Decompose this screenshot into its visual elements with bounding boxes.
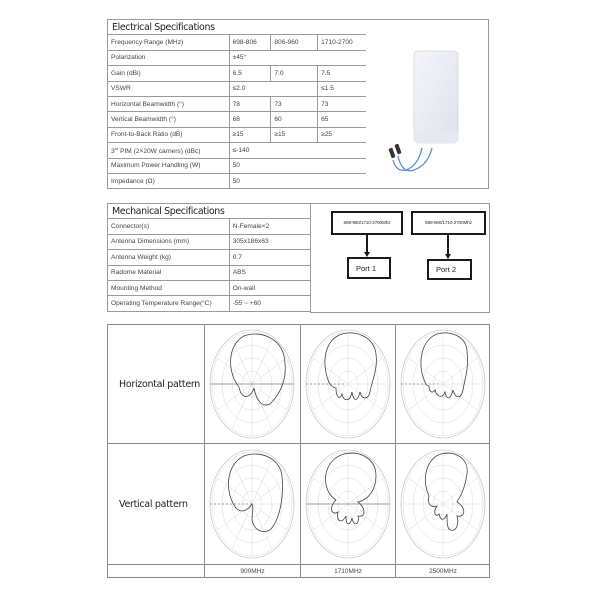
table-row [108, 173, 367, 188]
vertical-pattern-label: Vertical pattern [119, 498, 188, 510]
table-row [108, 219, 311, 234]
polar-plot-vertical-900 [209, 448, 295, 560]
table-row [108, 127, 367, 142]
row-label: Antenna Weight (kg) [108, 250, 230, 265]
divider [300, 325, 301, 577]
cell-value: ±45° [229, 50, 366, 65]
frequency-label-900: 900MHz [240, 567, 265, 575]
row-label: VSWR [108, 81, 230, 96]
table-row [108, 112, 367, 127]
cell-value: 68 [229, 112, 271, 127]
cell-value: ≥25 [318, 127, 367, 142]
table-row [108, 66, 367, 81]
cell-value: On-wall [229, 280, 310, 295]
cell-value: 0.7 [229, 250, 310, 265]
label-part: 3 [111, 147, 115, 155]
antenna-product-image [366, 20, 488, 188]
row-label: Maximum Power Handling (W) [108, 158, 230, 173]
polar-plot-horizontal-1710 [305, 328, 391, 440]
cell-value: ≤-140 [229, 143, 366, 158]
row-label: Front-to-Back Ratio (dB) [108, 127, 230, 142]
product-image-panel [366, 19, 489, 189]
polar-plot-horizontal-900 [209, 328, 295, 440]
cell-value: ≥15 [271, 127, 318, 142]
port-2-box: Port 2 [427, 259, 472, 280]
cell-value: 50 [229, 173, 366, 188]
cell-value: 73 [318, 96, 367, 111]
port-1-arrow [366, 235, 368, 253]
cell-value: 7.5 [318, 66, 367, 81]
cell-value: N-Female×2 [229, 219, 310, 234]
table-row [108, 250, 311, 265]
row-label: Antenna Dimensions (mm) [108, 234, 230, 249]
cell-value: 806-960 [271, 35, 318, 50]
row-label: Horizontal Beamwidth (°) [108, 96, 230, 111]
row-label: Connector(s) [108, 219, 230, 234]
polar-plot-vertical-1710 [305, 448, 391, 560]
table-row [108, 265, 311, 280]
table-row [108, 50, 367, 65]
polar-plot-vertical-2500 [400, 448, 486, 560]
cell-value: 305x186x63 [229, 234, 310, 249]
electrical-specifications-title: Electrical Specifications [108, 20, 367, 35]
port-1-band-box: 698-960/1710-2700Mhz [331, 211, 403, 235]
table-row [108, 158, 367, 173]
row-label: Polarization [108, 50, 230, 65]
row-label: Operating Temperature Range(°C) [108, 296, 230, 311]
port-1-box: Port 1 [347, 257, 391, 279]
cell-value: -55 ~ +60 [229, 296, 310, 311]
divider [204, 325, 205, 577]
row-label: Gain (dBi) [108, 66, 230, 81]
row-label: Vertical Beamwidth (°) [108, 112, 230, 127]
cell-value: 73 [271, 96, 318, 111]
table-row [108, 234, 311, 249]
port-2-band-box: 698-960/1710-2700Mhz [411, 211, 486, 235]
mechanical-specifications-table [107, 203, 311, 312]
port-2-arrow [447, 235, 449, 255]
cell-value: ABS [229, 265, 310, 280]
frequency-label-1710: 1710MHz [334, 567, 362, 575]
cell-value: 65 [318, 112, 367, 127]
label-superscript: rd [114, 145, 119, 151]
horizontal-pattern-label: Horizontal pattern [119, 378, 201, 390]
table-row [108, 96, 367, 111]
polar-plot-horizontal-2500 [400, 328, 486, 440]
frequency-label-2500: 2500MHz [429, 567, 457, 575]
cell-value: 50 [229, 158, 366, 173]
row-label [108, 143, 230, 158]
cell-value: 60 [271, 112, 318, 127]
cell-value: 698-806 [229, 35, 271, 50]
label-part: PIM (2×20W carriers) (dBc) [118, 147, 201, 155]
electrical-specifications-table [107, 19, 367, 189]
cell-value: ≥15 [229, 127, 271, 142]
table-row [108, 296, 311, 311]
port-diagram-panel [310, 203, 490, 313]
row-label: Frequency Range (MHz) [108, 35, 230, 50]
table-row [108, 35, 367, 50]
cell-value: ≤1.5 [318, 81, 367, 96]
row-label: Impedance (Ω) [108, 173, 230, 188]
mechanical-specifications-title: Mechanical Specifications [108, 204, 311, 219]
cell-value: 6.5 [229, 66, 271, 81]
radiation-pattern-table [107, 324, 490, 578]
cell-value: ≤2.0 [229, 81, 318, 96]
cell-value: 1710-2700 [318, 35, 367, 50]
row-label: Radome Material [108, 265, 230, 280]
table-row [108, 280, 311, 295]
cell-value: 78 [229, 96, 271, 111]
table-row [108, 143, 367, 158]
row-label: Mounting Method [108, 280, 230, 295]
table-row [108, 81, 367, 96]
divider [395, 325, 396, 577]
cell-value: 7.0 [271, 66, 318, 81]
